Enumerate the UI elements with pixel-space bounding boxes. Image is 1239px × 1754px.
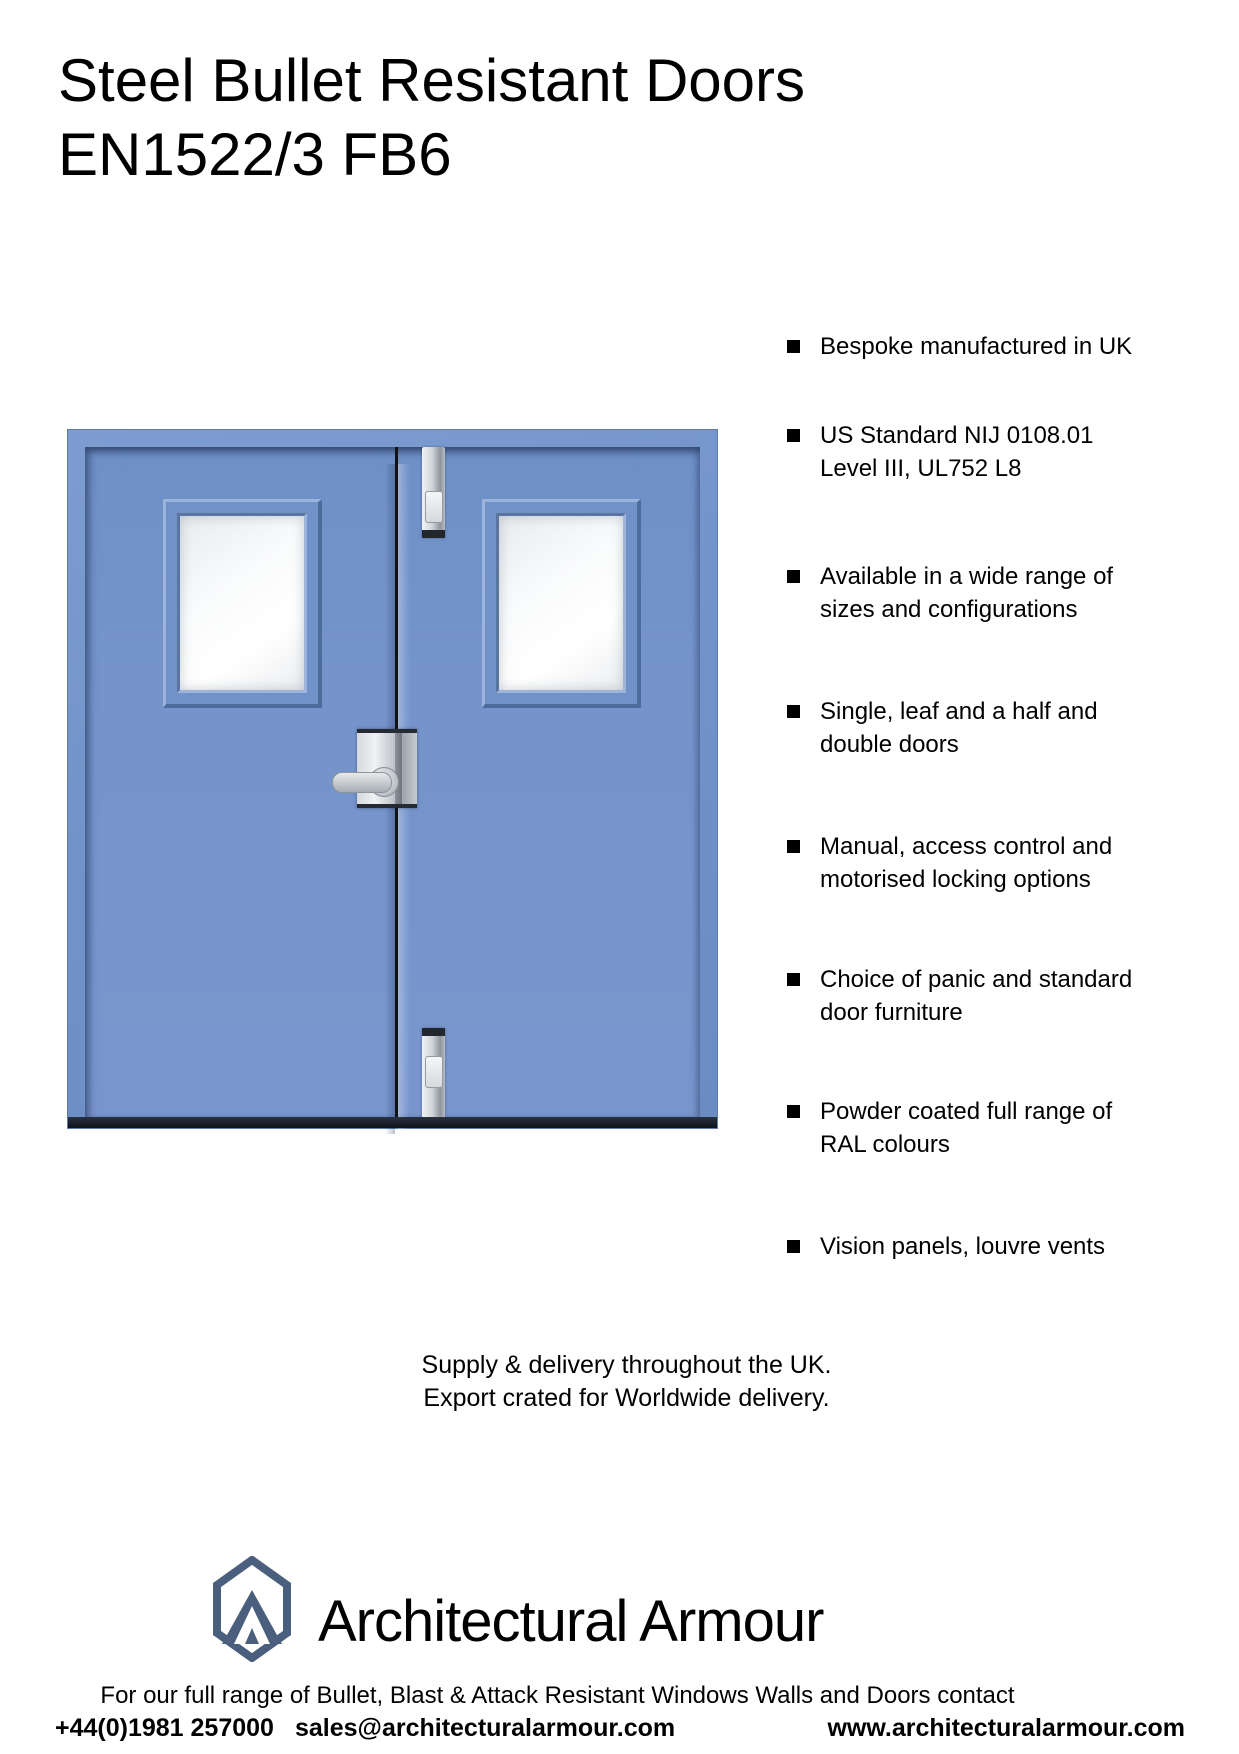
architectural-armour-logo-icon — [213, 1556, 291, 1662]
contact-email: sales@architecturalarmour.com — [295, 1714, 676, 1742]
title-line-2: EN1522/3 FB6 — [58, 121, 452, 188]
feature-text-2: sizes and configurations — [820, 596, 1078, 623]
delivery-line-1: Supply & delivery throughout the UK. — [421, 1351, 832, 1379]
bullet-square-icon — [787, 840, 800, 853]
right-vision-panel — [482, 499, 641, 708]
feature-text-2: RAL colours — [820, 1131, 950, 1158]
feature-item — [787, 560, 1207, 626]
bullet-square-icon — [787, 973, 800, 986]
feature-item — [787, 1230, 1207, 1263]
bullet-square-icon — [787, 429, 800, 442]
bullet-square-icon — [787, 570, 800, 583]
feature-text: Choice of panic and standard — [820, 966, 1133, 993]
bottom-flush-bolt — [422, 1028, 445, 1118]
feature-item — [787, 1095, 1207, 1161]
feature-text: Vision panels, louvre vents — [820, 1233, 1106, 1260]
feature-text: Single, leaf and a half and — [820, 698, 1098, 725]
page-title — [58, 44, 805, 192]
feature-text-2: Level III, UL752 L8 — [820, 455, 1022, 482]
bullet-square-icon — [787, 705, 800, 718]
contact-website: www.architecturalarmour.com — [827, 1714, 1185, 1742]
contact-line — [0, 1714, 1239, 1744]
feature-text: Bespoke manufactured in UK — [820, 333, 1133, 360]
delivery-line-2: Export crated for Worldwide delivery. — [423, 1384, 830, 1412]
top-flush-bolt — [422, 447, 445, 538]
bottom-flush-bolt-cap — [422, 1028, 445, 1036]
left-vision-panel — [163, 499, 322, 708]
feature-text: Powder coated full range of — [820, 1098, 1113, 1125]
door-illustration — [68, 430, 717, 1128]
left-vision-glass — [177, 513, 307, 693]
feature-item — [787, 830, 1207, 896]
feature-text: US Standard NIJ 0108.01 — [820, 422, 1094, 449]
feature-text-2: motorised locking options — [820, 866, 1091, 893]
feature-text: Available in a wide range of — [820, 563, 1114, 590]
door-threshold — [68, 1117, 717, 1128]
delivery-note — [14, 1349, 1239, 1415]
contact-phone: +44(0)1981 257000 — [55, 1714, 274, 1742]
lock-case-edge — [395, 733, 402, 804]
feature-item — [787, 695, 1207, 761]
door-lever-handle — [332, 772, 392, 793]
top-flush-bolt-knob — [425, 491, 443, 523]
feature-item — [787, 419, 1207, 485]
feature-text-2: door furniture — [820, 999, 963, 1026]
bullet-square-icon — [787, 1240, 800, 1253]
feature-item — [787, 330, 1207, 363]
bottom-flush-bolt-knob — [425, 1056, 443, 1088]
title-line-1: Steel Bullet Resistant Doors — [58, 47, 806, 114]
feature-text-2: double doors — [820, 731, 959, 758]
bullet-square-icon — [787, 340, 800, 353]
feature-item — [787, 963, 1207, 1029]
brand-name: Architectural Armour — [318, 1589, 824, 1654]
right-vision-glass — [496, 513, 626, 693]
contact-intro: For our full range of Bullet, Blast & Attack Resistant Windows Walls and Doors contact — [100, 1682, 1015, 1709]
bullet-square-icon — [787, 1105, 800, 1118]
top-flush-bolt-cap — [422, 530, 445, 538]
feature-text: Manual, access control and — [820, 833, 1113, 860]
